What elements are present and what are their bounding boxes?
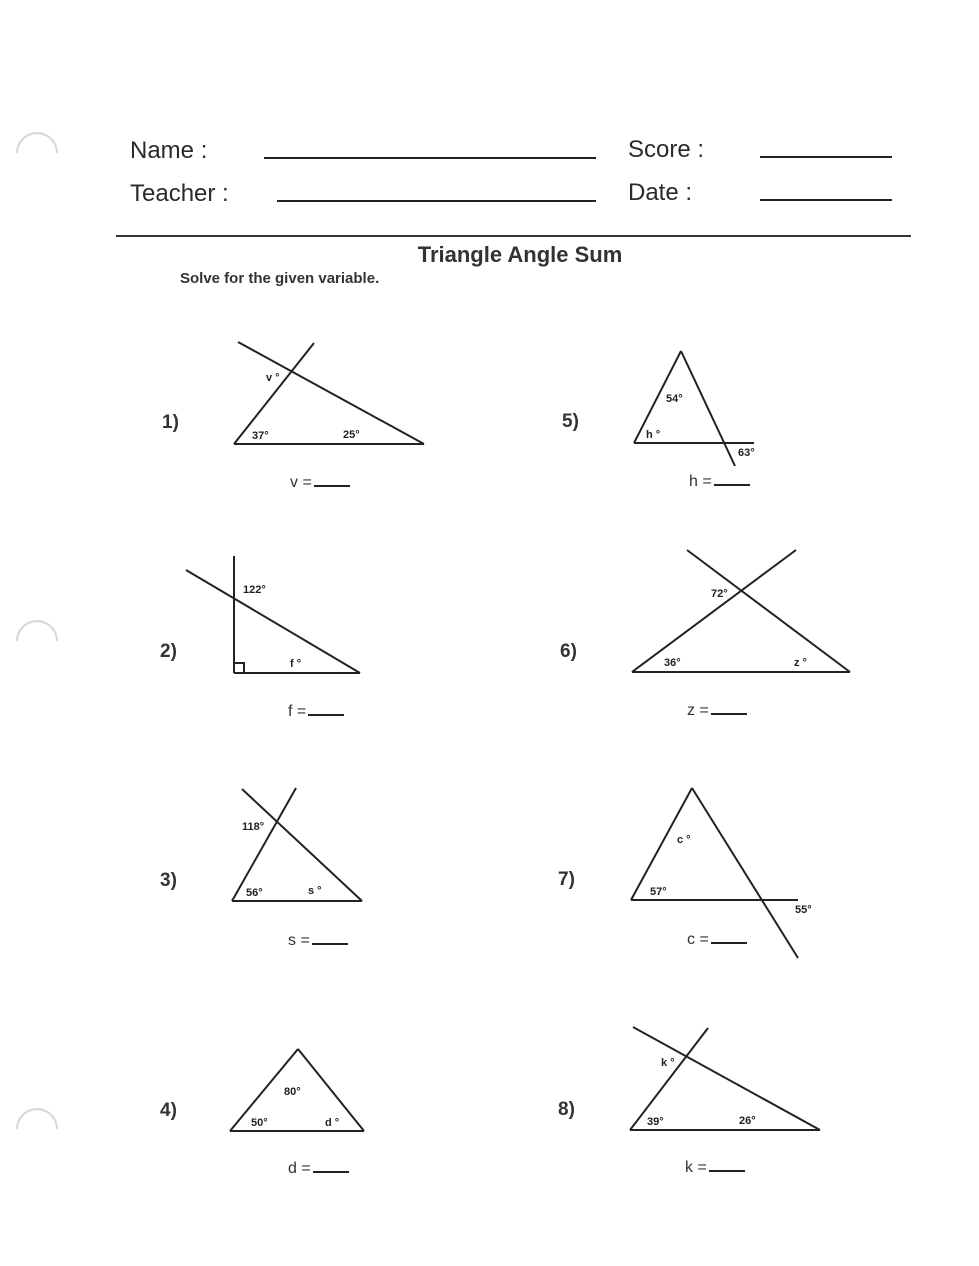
problem-6-number: 6) bbox=[560, 641, 577, 662]
angle-label-v: v ° bbox=[266, 372, 280, 384]
angle-label-56: 56° bbox=[246, 887, 263, 899]
angle-label-72: 72° bbox=[711, 588, 728, 600]
angle-label-39: 39° bbox=[647, 1116, 664, 1128]
answer-label: d = bbox=[288, 1160, 311, 1177]
answer-label: z = bbox=[687, 702, 709, 719]
problem-2-number: 2) bbox=[160, 641, 177, 662]
angle-label-z: z ° bbox=[794, 657, 807, 669]
angle-label-h: h ° bbox=[646, 429, 661, 441]
angle-label-k: k ° bbox=[661, 1057, 675, 1069]
score-label: Score : bbox=[628, 136, 705, 163]
answer-label: c = bbox=[687, 931, 709, 948]
problem-3-number: 3) bbox=[160, 870, 177, 891]
angle-label-36: 36° bbox=[664, 657, 681, 669]
answer-label: h = bbox=[689, 473, 712, 490]
problem-7-number: 7) bbox=[558, 869, 575, 890]
extended-line bbox=[630, 1028, 708, 1130]
angle-label-80: 80° bbox=[284, 1086, 301, 1098]
problem-8-number: 8) bbox=[558, 1099, 575, 1120]
name-label: Name : bbox=[130, 137, 208, 164]
angle-label-f: f ° bbox=[290, 658, 302, 670]
extended-line bbox=[633, 1027, 820, 1130]
problem-5-number: 5) bbox=[562, 411, 579, 432]
problem-4-number: 4) bbox=[160, 1100, 177, 1121]
angle-label-55: 55° bbox=[795, 904, 812, 916]
answer-label: s = bbox=[288, 932, 310, 949]
angle-label-63: 63° bbox=[738, 447, 755, 459]
angle-label-118: 118° bbox=[242, 821, 265, 833]
angle-label-c: c ° bbox=[677, 834, 691, 846]
angle-label-57: 57° bbox=[650, 886, 667, 898]
angle-label-25: 25° bbox=[343, 429, 360, 441]
angle-label-s: s ° bbox=[308, 885, 322, 897]
angle-label-122: 122° bbox=[243, 584, 266, 596]
answer-label: v = bbox=[290, 474, 312, 491]
problem-8-answer[interactable] bbox=[685, 1159, 745, 1177]
answer-label: k = bbox=[685, 1159, 707, 1176]
angle-label-26: 26° bbox=[739, 1115, 756, 1127]
instructions: Solve for the given variable. bbox=[180, 270, 380, 287]
answer-label: f = bbox=[288, 703, 307, 720]
angle-label-54: 54° bbox=[666, 393, 683, 405]
angle-label-50: 50° bbox=[251, 1117, 268, 1129]
page-title: Triangle Angle Sum bbox=[417, 242, 623, 267]
date-label: Date : bbox=[628, 179, 693, 206]
angle-label-d: d ° bbox=[325, 1117, 340, 1129]
teacher-label: Teacher : bbox=[130, 180, 229, 207]
angle-label-37: 37° bbox=[252, 430, 269, 442]
problem-1-number: 1) bbox=[162, 412, 179, 433]
answer-blank[interactable] bbox=[709, 1169, 745, 1172]
